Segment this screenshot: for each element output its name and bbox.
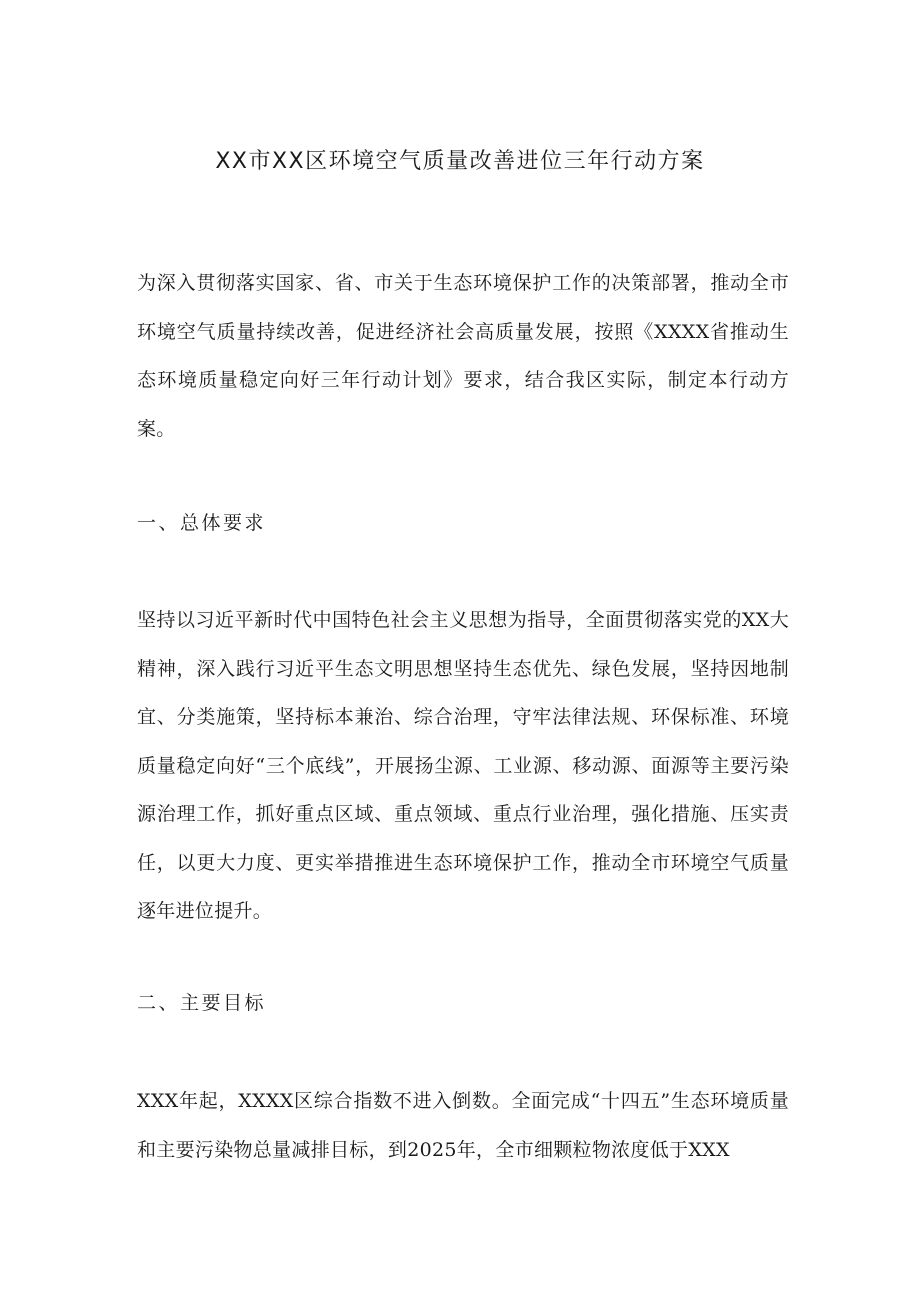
document-title: XX市XX区环境空气质量改善进位三年行动方案 [215, 149, 705, 174]
section-heading-main-goals: 二、主要目标 [137, 992, 267, 1014]
main-goals-clip [0, 1077, 920, 1187]
intro-paragraph: 为深入贯彻落实国家、省、市关于生态环境保护工作的决策部署，推动全市环境空气质量持续改善，促进经济社会高质量发展，按照《XXXX省推动生态环境质量稳定向好三年行动计划》要求，结合我区实际，制定本行动方案。 [137, 272, 789, 440]
section-heading-general-requirements: 一、总体要求 [137, 512, 267, 534]
general-requirements-paragraph: 坚持以习近平新时代中国特色社会主义思想为指导，全面贯彻落实党的XX大精神，深入践行习近平生态文明思想坚持生态优先、绿色发展，坚持因地制宜、分类施策，坚持标本兼治、综合治理，守牢法律法规、环保标准、环境质量稳定向好“三个底线”，开展扬尘源、工业源、移动源、面源等主要污染源治理工作，抓好重点区域、重点领域、重点行业治理，强化措施、压实责任，以更大力度、更实举措推进生态环境保护工作，推动全市环境空气质量逐年进位提升。 [137, 609, 789, 922]
main-goals-paragraph: XXX年起，XXXX区综合指数不进入倒数。全面完成“十四五”生态环境质量和主要污染物总量减排目标，到2025年，全市细颗粒物浓度低于XXX [137, 1090, 789, 1161]
